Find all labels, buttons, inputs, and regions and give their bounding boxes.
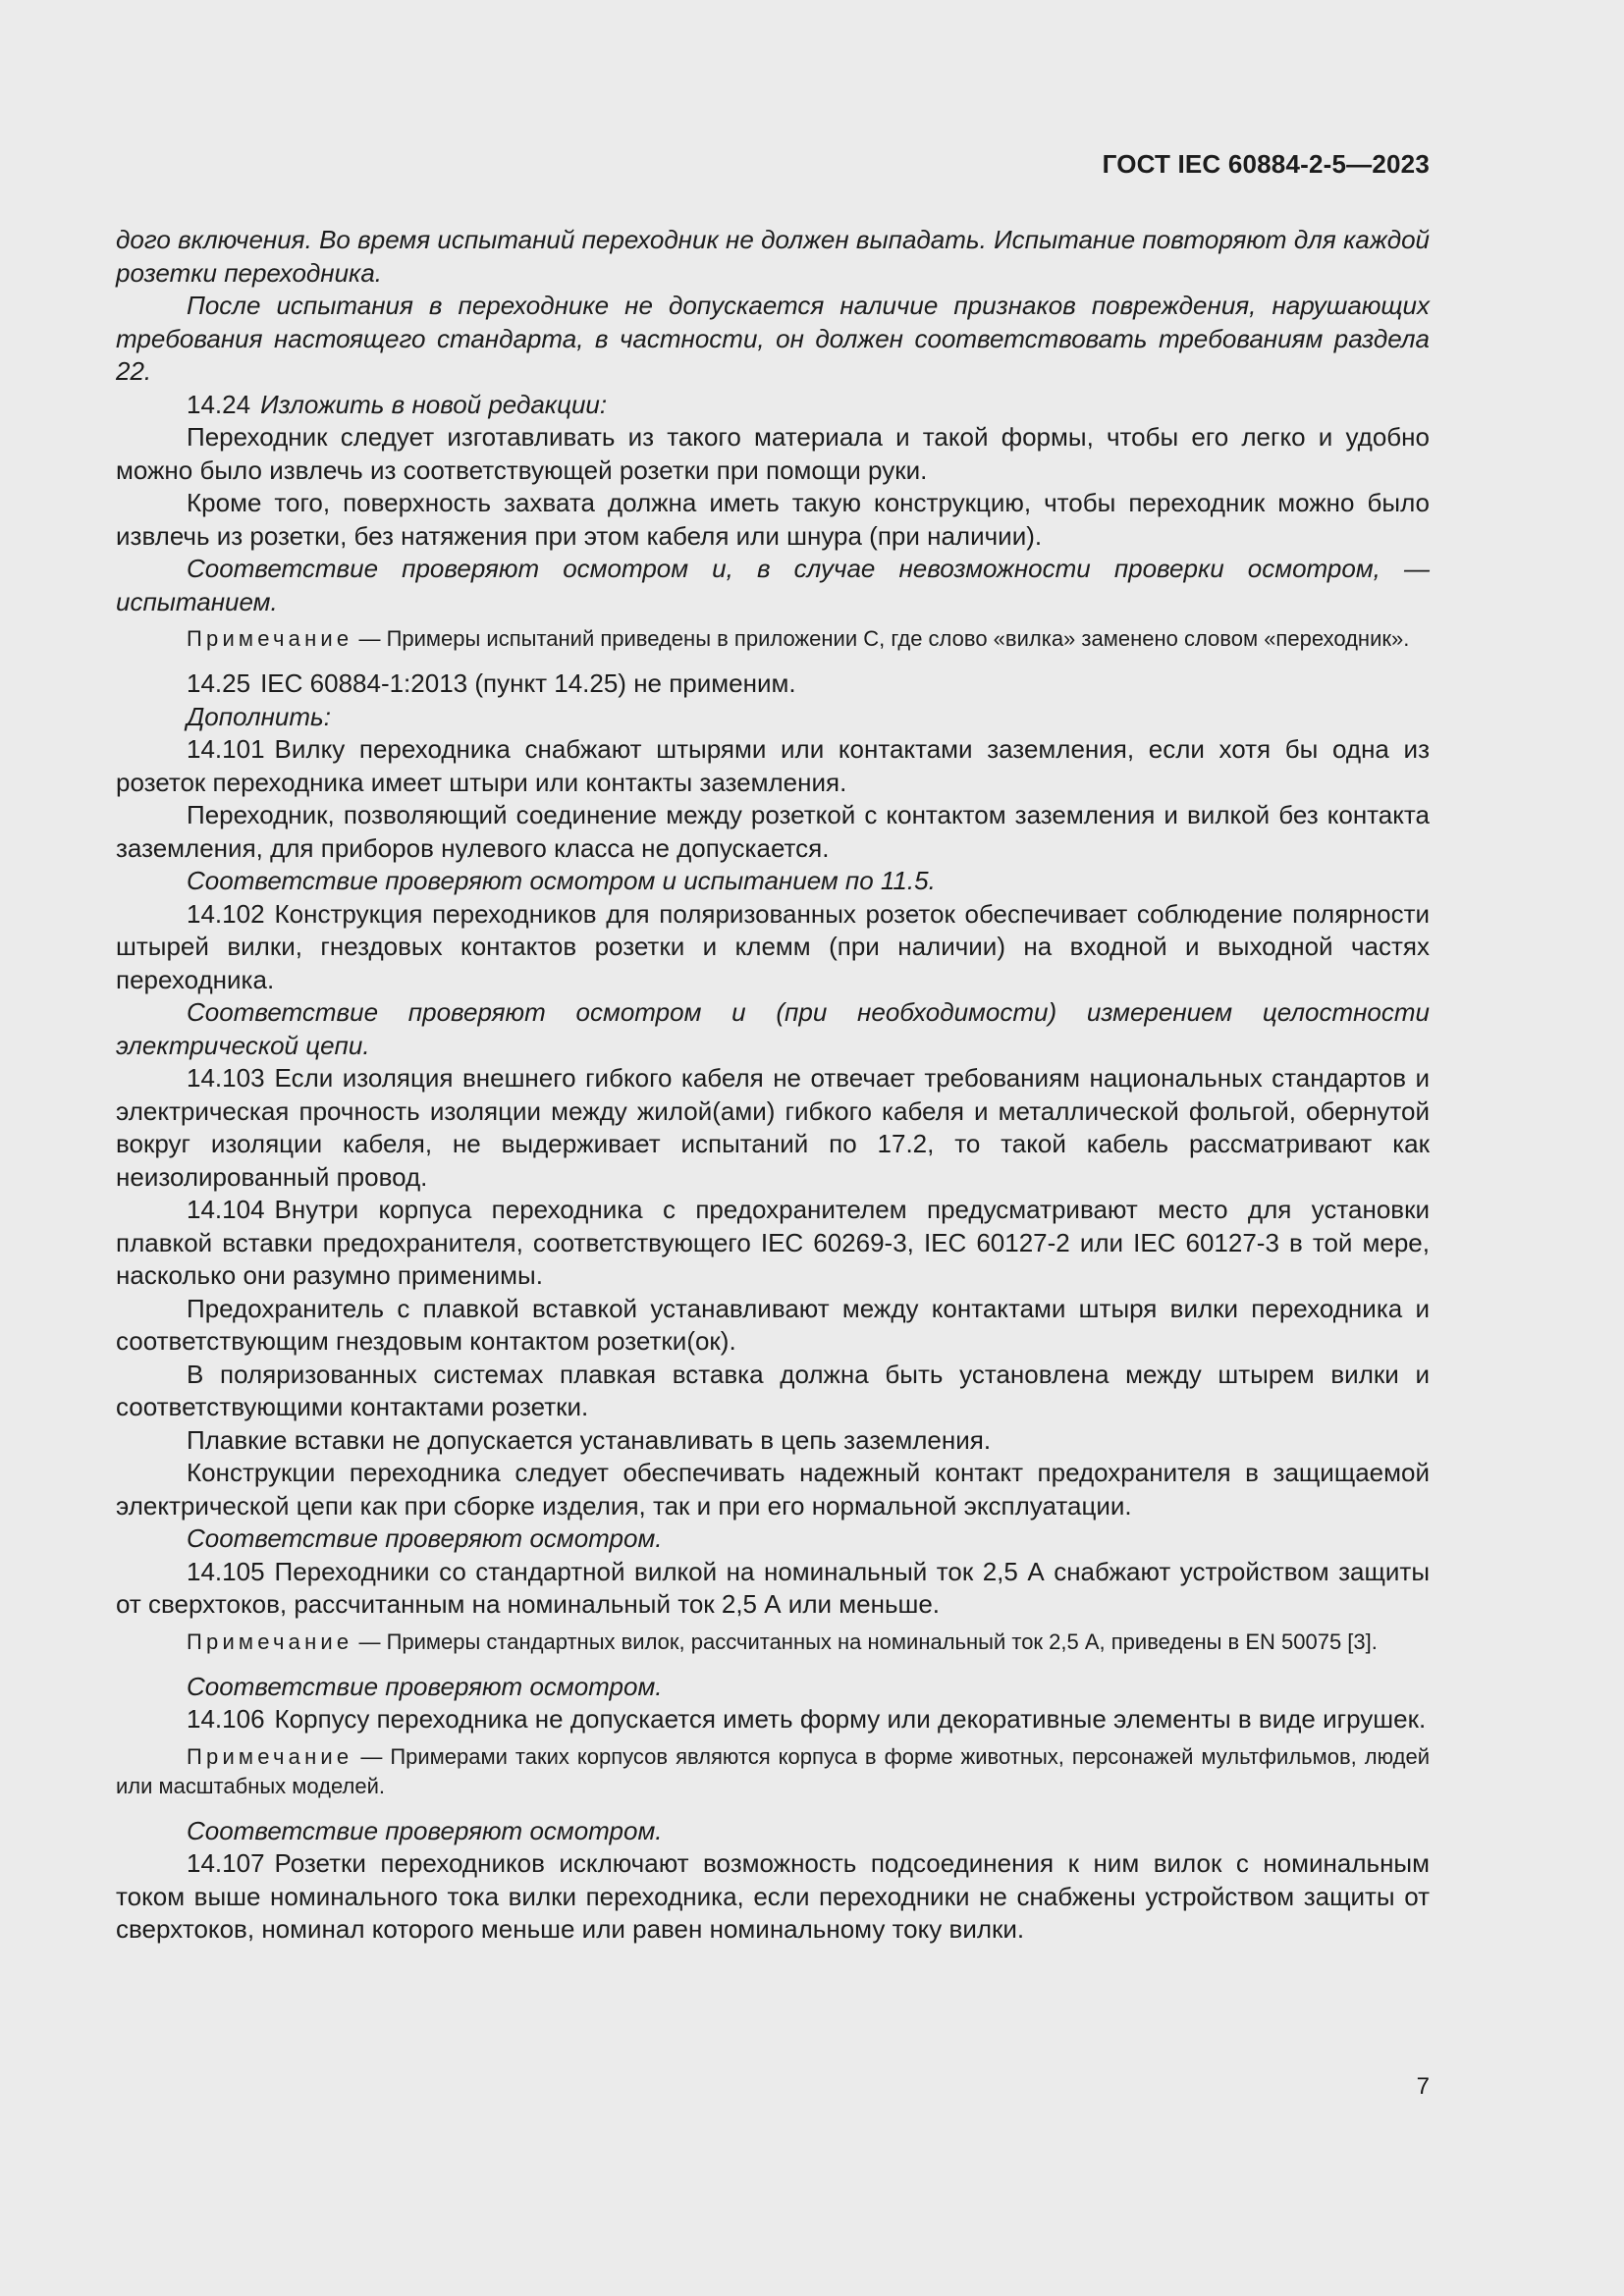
compliance-paragraph: Соответствие проверяют осмотром. xyxy=(187,1523,663,1553)
paragraph: Предохранитель с плавкой вставкой устанавливают между контактами штыря вилки переходника и соответствующим гнездовым контактом розетки(ок). xyxy=(116,1293,1430,1356)
clause-text: Внутри корпуса переходника с предохранителем предусматривают место для установки плавкой вставки предохранителя, соответствующего IEC 60269-3, IEC 60127-2 или IEC 60127-3 в той мере, насколько они разумно применимы. xyxy=(116,1195,1430,1290)
clause-number: 14.101 xyxy=(187,734,265,764)
clause-number: 14.105 xyxy=(187,1556,265,1586)
clause-text: Вилку переходника снабжают штырями или контактами заземления, если хотя бы одна из розеток переходника имеет штыри или контакты заземления. xyxy=(116,734,1430,797)
paragraph: Конструкции переходника следует обеспечивать надежный контакт предохранителя в защищаемой электрической цепи как при сборке изделия, так и при его нормальной эксплуатации. xyxy=(116,1458,1430,1521)
compliance-paragraph: Соответствие проверяют осмотром и (при необходимости) измерением целостности электрической цепи. xyxy=(116,997,1430,1060)
clause-text: Конструкция переходников для поляризованных розеток обеспечивает соблюдение полярности штырей вилки, гнездовых контактов розетки и клемм (при наличии) на входной и выходной частях переходника. xyxy=(116,898,1430,994)
paragraph: Плавкие вставки не допускается устанавливать в цепь заземления. xyxy=(187,1424,992,1455)
note-text: — Примерами таких корпусов являются корпуса в форме животных, персонажей мультфильмов, людей или масштабных моделей. xyxy=(116,1743,1430,1798)
paragraph: После испытания в переходнике не допускается наличие признаков повреждения, нарушающих требования настоящего стандарта, в частности, он должен соответствовать требованиям раздела 22. xyxy=(116,291,1430,386)
clause-14-101 xyxy=(116,733,1430,799)
paragraph: Дополнить: xyxy=(187,701,331,731)
clause-number: 14.106 xyxy=(187,1704,265,1734)
clause-text: IEC 60884-1:2013 (пункт 14.25) не применим. xyxy=(260,668,796,698)
clause-number: 14.103 xyxy=(187,1063,265,1093)
clause-14-107 xyxy=(116,1847,1430,1947)
note-label: Примечание xyxy=(187,626,353,651)
clause-text: Переходники со стандартной вилкой на номинальный ток 2,5 А снабжают устройством защиты от сверхтоков, рассчитанным на номинальный ток 2,5 А или меньше. xyxy=(116,1556,1430,1619)
page-number: 7 xyxy=(1416,2073,1430,2100)
clause-text: Если изоляция внешнего гибкого кабеля не отвечает требованиям национальных стандартов и электрическая прочность изоляции между жилой(ами) гибкого кабеля и металлической фольгой, обернутой вокруг изоляции кабеля, не выдерживает испытаний по 17.2, то такой кабель рассматривают как неизолированный провод. xyxy=(116,1063,1430,1192)
note-label: Примечание xyxy=(187,1743,353,1769)
note-2 xyxy=(116,1628,1430,1657)
note-label: Примечание xyxy=(187,1629,353,1654)
compliance-paragraph: Соответствие проверяют осмотром. xyxy=(187,1671,663,1701)
note-1 xyxy=(116,624,1430,654)
clause-14-102 xyxy=(116,898,1430,997)
paragraph: дого включения. Во время испытаний переходник не должен выпадать. Испытание повторяют для каждой розетки переходника. xyxy=(116,225,1430,288)
paragraph: Кроме того, поверхность захвата должна иметь такую конструкцию, чтобы переходник можно было извлечь из розетки, без натяжения при этом кабеля или шнура (при наличии). xyxy=(116,488,1430,551)
clause-text: Изложить в новой редакции: xyxy=(260,389,608,419)
clause-14-104 xyxy=(116,1194,1430,1293)
clause-14-105 xyxy=(116,1556,1430,1622)
clause-text: Розетки переходников исключают возможность подсоединения к ним вилок с номинальным током выше номинального тока вилки переходника, если переходники не снабжены устройством защиты от сверхтоков, номинал которого меньше или равен номинальному току вилки. xyxy=(116,1848,1430,1944)
clause-14-25 xyxy=(116,667,1430,701)
clause-14-24 xyxy=(116,389,1430,422)
clause-number: 14.25 xyxy=(187,668,251,698)
clause-number: 14.24 xyxy=(187,389,251,419)
document-header: ГОСТ IEC 60884-2-5—2023 xyxy=(1102,149,1430,179)
compliance-paragraph: Соответствие проверяют осмотром и испытанием по 11.5. xyxy=(187,866,936,895)
note-3 xyxy=(116,1742,1430,1801)
paragraph: В поляризованных системах плавкая вставка должна быть установлена между штырем вилки и соответствующими контактами розетки. xyxy=(116,1359,1430,1421)
compliance-paragraph: Соответствие проверяют осмотром. xyxy=(187,1815,663,1845)
note-text: — Примеры стандартных вилок, рассчитанных на номинальный ток 2,5 А, приведены в EN 50075 [3]. xyxy=(352,1629,1378,1654)
note-text: — Примеры испытаний приведены в приложении С, где слово «вилка» заменено словом «переходник». xyxy=(352,626,1410,651)
clause-14-106 xyxy=(116,1703,1430,1736)
paragraph: Переходник, позволяющий соединение между розеткой с контактом заземления и вилкой без контакта заземления, для приборов нулевого класса не допускается. xyxy=(116,800,1430,863)
clause-14-103 xyxy=(116,1062,1430,1194)
paragraph: Переходник следует изготавливать из такого материала и такой формы, чтобы его легко и удобно можно было извлечь из соответствующей розетки при помощи руки. xyxy=(116,422,1430,485)
clause-number: 14.107 xyxy=(187,1848,265,1878)
compliance-paragraph: Соответствие проверяют осмотром и, в случае невозможности проверки осмотром, — испытанием. xyxy=(116,554,1430,616)
document-body xyxy=(116,224,1430,1947)
document-page xyxy=(116,0,1430,2296)
clause-number: 14.104 xyxy=(187,1195,265,1224)
clause-number: 14.102 xyxy=(187,898,265,929)
clause-text: Корпусу переходника не допускается иметь форму или декоративные элементы в виде игрушек. xyxy=(274,1704,1427,1734)
